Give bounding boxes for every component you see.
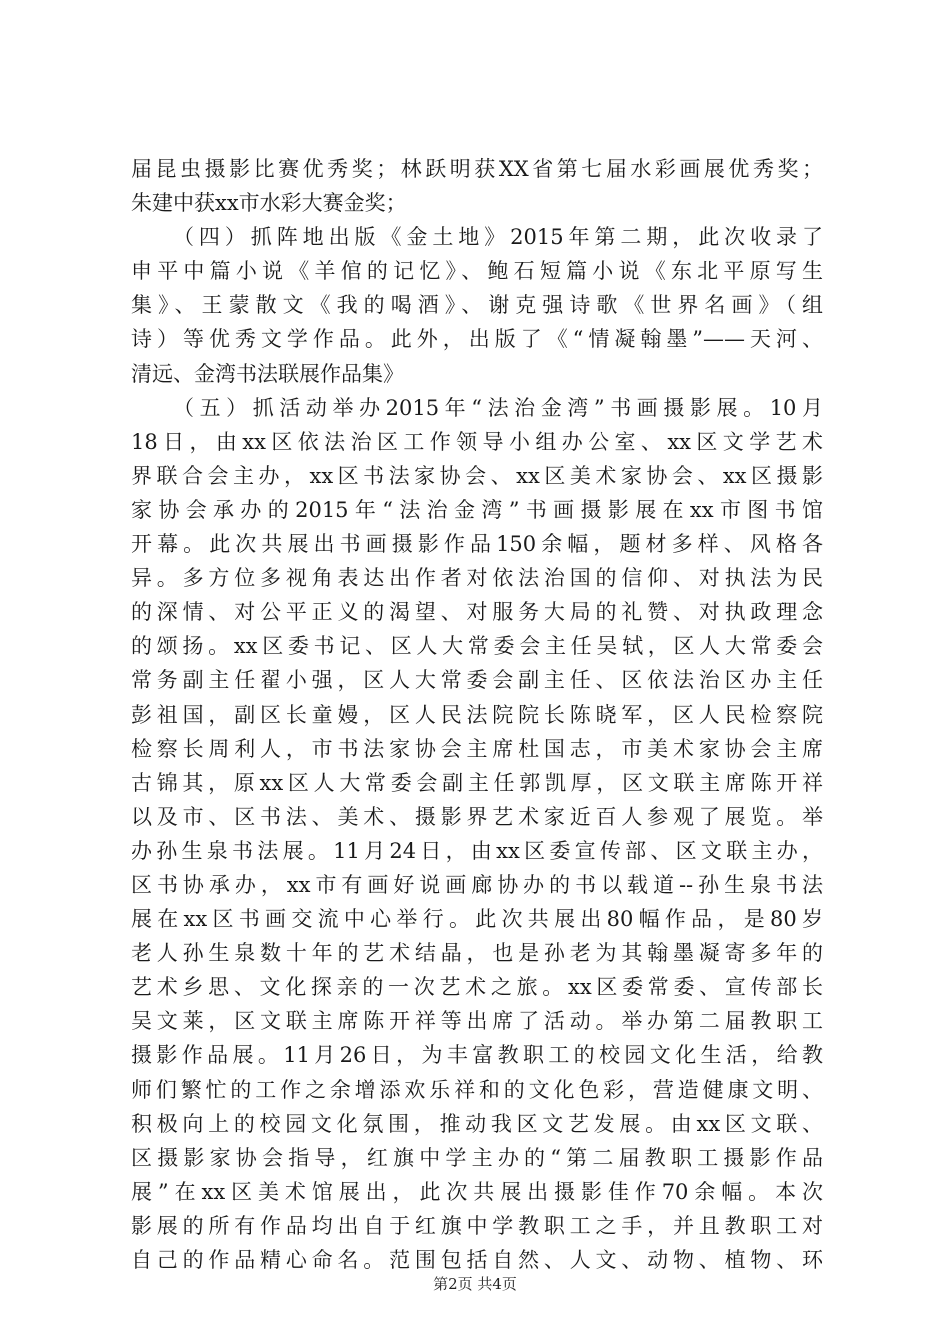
text-line: 区摄影家协会指导，红旗中学主办的“第二届教职工摄影作品 (131, 1145, 823, 1170)
text-line: 展在xx区书画交流中心举行。此次共展出80幅作品，是80岁 (131, 907, 823, 932)
text-line: 朱建中获xx市水彩大赛金奖； (131, 191, 407, 216)
text-line: （五）抓活动举办2015年“法治金湾”书画摄影展。10月 (173, 395, 823, 420)
text-line: 检察长周利人，市书法家协会主席杜国志，市美术家协会主席 (131, 736, 823, 761)
text-line: 积极向上的校园文化氛围，推动我区文艺发展。由xx区文联、 (131, 1111, 823, 1136)
document-body (131, 152, 823, 1277)
text-line: （四）抓阵地出版《金土地》2015年第二期，此次收录了 (173, 225, 823, 250)
text-line: 清远、金湾书法联展作品集》 (131, 361, 404, 386)
text-line: 展”在xx区美术馆展出，此次共展出摄影佳作70余幅。本次 (131, 1179, 823, 1204)
text-line: 以及市、区书法、美术、摄影界艺术家近百人参观了展览。举 (131, 804, 823, 829)
text-line: 的颂扬。xx区委书记、区人大常委会主任吴轼，区人大常委会 (131, 634, 823, 659)
text-line: 师们繁忙的工作之余增添欢乐祥和的文化色彩，营造健康文明、 (131, 1077, 823, 1102)
text-line: 吴文莱，区文联主席陈开祥等出席了活动。举办第二届教职工 (131, 1009, 823, 1034)
text-line: 自己的作品精心命名。范围包括自然、人文、动物、植物、环 (131, 1248, 823, 1272)
text-line: 开幕。此次共展出书画摄影作品150余幅，题材多样、风格各 (131, 532, 823, 557)
text-line: 艺术乡思、文化探亲的一次艺术之旅。xx区委常委、宣传部长 (131, 975, 823, 1000)
page-footer (0, 1274, 950, 1294)
text-line: 古锦其，原xx区人大常委会副主任郭凯厚，区文联主席陈开祥 (131, 770, 823, 795)
text-line: 18日，由xx区依法治区工作领导小组办公室、xx区文学艺术 (131, 429, 823, 454)
text-line: 家协会承办的2015年“法治金湾”书画摄影展在xx市图书馆 (131, 497, 823, 522)
page-number-label: 第2页 共4页 (433, 1275, 517, 1293)
text-line: 影展的所有作品均出自于红旗中学教职工之手，并且教职工对 (131, 1213, 823, 1238)
text-line: 集》、王蒙散文《我的喝酒》、谢克强诗歌《世界名画》（组 (131, 293, 823, 318)
text-line: 届昆虫摄影比赛优秀奖；林跃明获XX省第七届水彩画展优秀奖； (131, 157, 823, 181)
text-line: 诗）等优秀文学作品。此外，出版了《“情凝翰墨”——天河、 (131, 327, 823, 352)
text-line: 界联合会主办，xx区书法家协会、xx区美术家协会、xx区摄影 (131, 463, 823, 488)
text-line: 常务副主任翟小强，区人大常委会副主任、区依法治区办主任 (131, 668, 823, 693)
text-line: 摄影作品展。11月26日，为丰富教职工的校园文化生活，给教 (131, 1043, 823, 1068)
text-line: 申平中篇小说《羊倌的记忆》、鲍石短篇小说《东北平原写生 (131, 259, 823, 284)
text-line: 老人孙生泉数十年的艺术结晶，也是孙老为其翰墨凝寄多年的 (131, 941, 823, 966)
text-line: 的深情、对公平正义的渴望、对服务大局的礼赞、对执政理念 (131, 600, 823, 625)
text-line: 彭祖国，副区长童嫚，区人民法院院长陈晓军，区人民检察院 (131, 702, 823, 727)
text-line: 异。多方位多视角表达出作者对依法治国的信仰、对执法为民 (131, 566, 823, 591)
text-line: 区书协承办，xx市有画好说画廊协办的书以载道--孙生泉书法 (131, 872, 823, 897)
text-line: 办孙生泉书法展。11月24日，由xx区委宣传部、区文联主办， (131, 838, 823, 863)
